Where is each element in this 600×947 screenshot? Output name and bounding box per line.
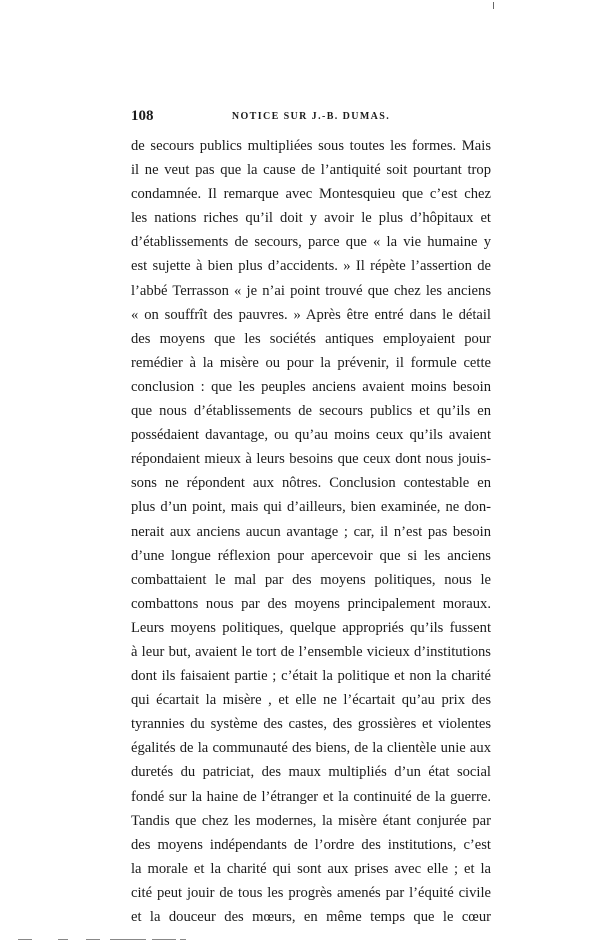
text-line: il ne veut pas que la cause de l’antiquité soit pourtant trop — [131, 162, 491, 179]
page-header — [131, 108, 491, 128]
text-line: à leur but, avaient le tort de l’ensemble vicieux d’institutions — [131, 643, 491, 660]
text-line: des moyens que les sociétés antiques employaient pour — [131, 330, 491, 347]
scan-mark — [180, 939, 186, 940]
text-line: fondé sur la haine de l’étranger et la continuité de la guerre. — [131, 788, 491, 805]
text-line: combattaient le mal par des moyens politiques, nous le — [131, 571, 491, 588]
text-line: condamnée. Il remarque avec Montesquieu que c’est chez — [131, 186, 491, 203]
scan-mark — [86, 939, 100, 940]
page-number: 108 — [131, 108, 154, 124]
text-line: Leurs moyens politiques, quelque appropriés qu’ils fussent — [131, 619, 491, 636]
scan-edge-mark — [493, 2, 494, 9]
text-line: de secours publics multipliées sous toutes les formes. Mais — [131, 138, 491, 154]
text-line: la morale et la charité qui sont aux prises avec elle ; et la — [131, 860, 491, 877]
scan-mark — [18, 939, 32, 940]
text-line: possédaient davantage, ou qu’au moins ceux qu’ils avaient — [131, 427, 491, 444]
text-line: « on souffrît des pauvres. » Après être entré dans le détail — [131, 306, 491, 323]
text-line: remédier à la misère ou pour la prévenir, il formule cette — [131, 354, 491, 371]
scan-bottom-marks — [18, 939, 208, 943]
text-line: qui écartait la misère , et elle ne l’écartait qu’au prix des — [131, 692, 491, 709]
text-line: des moyens indépendants de l’ordre des institutions, c’est — [131, 836, 491, 853]
scan-mark — [110, 939, 146, 940]
text-line: combattons nous par des moyens principalement moraux. — [131, 595, 491, 612]
text-line: sons ne répondent aux nôtres. Conclusion contestable en — [131, 475, 491, 492]
text-line: d’établissements de secours, parce que « la vie humaine y — [131, 234, 491, 251]
running-head: NOTICE SUR J.-B. DUMAS. — [231, 111, 391, 122]
text-line: nerait aux anciens aucun avantage ; car, il n’est pas besoin — [131, 523, 491, 540]
text-line: est sujette à bien plus d’accidents. » Il répète l’assertion de — [131, 258, 491, 275]
text-line: duretés du patriciat, des maux multipliés d’un état social — [131, 764, 491, 781]
text-line: d’une longue réflexion pour apercevoir que si les anciens — [131, 547, 491, 564]
text-line: et la douceur des mœurs, en même temps que le cœur — [131, 909, 491, 925]
scan-mark — [152, 939, 176, 940]
text-line: répondaient mieux à leurs besoins que ceux dont nous jouis- — [131, 451, 491, 468]
body-text — [131, 134, 491, 929]
text-line: cité peut jouir de tous les progrès amenés par l’équité civile — [131, 884, 491, 901]
scan-mark — [58, 939, 68, 940]
text-line: tyrannies du système des castes, des grossières et violentes — [131, 716, 491, 733]
text-line: Tandis que chez les modernes, la misère étant conjurée par — [131, 812, 491, 829]
text-line: dont ils faisaient partie ; c’était la politique et non la charité — [131, 668, 491, 685]
text-line: conclusion : que les peuples anciens avaient moins besoin — [131, 378, 491, 395]
text-line: que nous d’établissements de secours publics et qu’ils en — [131, 403, 491, 420]
text-line: égalités de la communauté des biens, de la clientèle unie aux — [131, 740, 491, 757]
text-line: les nations riches qu’il doit y avoir le plus d’hôpitaux et — [131, 210, 491, 227]
text-line: plus d’un point, mais qui d’ailleurs, bien examinée, ne don- — [131, 499, 491, 516]
text-line: l’abbé Terrasson « je n’ai point trouvé que chez les anciens — [131, 282, 491, 299]
